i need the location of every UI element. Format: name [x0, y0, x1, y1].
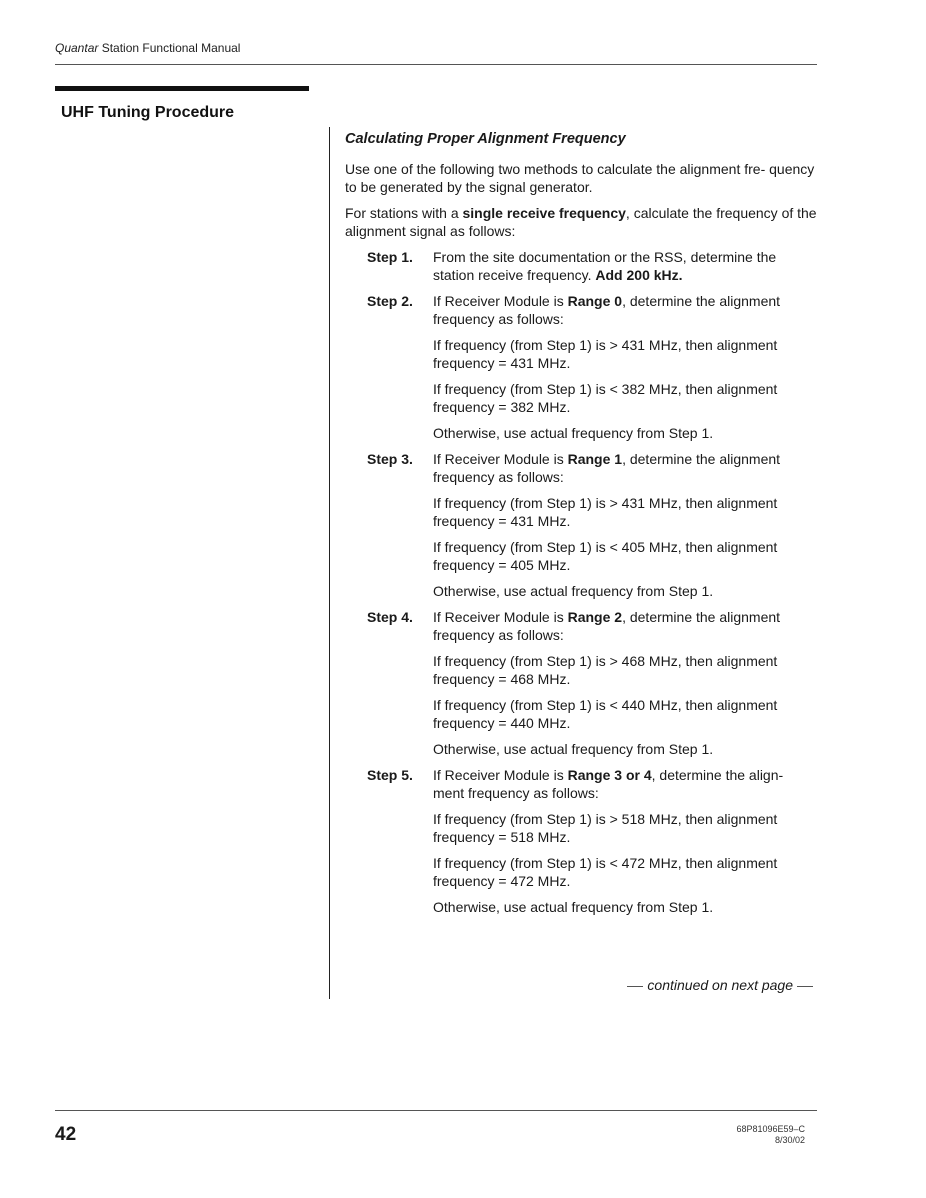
step-1: [345, 248, 817, 284]
continued-text: continued on next page: [647, 977, 793, 993]
step-label: Step 4.: [367, 609, 413, 625]
step-text: If Receiver Module is Range 0, determine the alignment frequency as follows:: [433, 293, 781, 327]
step-5: [345, 766, 817, 802]
step-4-otherwise: Otherwise, use actual frequency from Step 1.: [433, 741, 714, 757]
step-5-otherwise: Otherwise, use actual frequency from Step 1.: [433, 899, 714, 915]
step-2-otherwise: Otherwise, use actual frequency from Step 1.: [433, 425, 714, 441]
step-4-condition-upper: If frequency (from Step 1) is > 468 MHz, then alignment frequency = 468 MHz.: [433, 653, 778, 687]
section-bar: [55, 86, 309, 91]
subheading: Calculating Proper Alignment Frequency: [345, 131, 626, 147]
doc-number: 68P81096E59–C: [736, 1124, 805, 1134]
step-text: From the site documentation or the RSS, determine the station receive frequency. Add 200 kHz.: [433, 249, 777, 283]
step-label: Step 1.: [367, 249, 413, 265]
brand-name: Quantar: [55, 41, 99, 55]
step-text: If Receiver Module is Range 3 or 4, determine the align- ment frequency as follows:: [433, 767, 784, 801]
step-text: If Receiver Module is Range 2, determine the alignment frequency as follows:: [433, 609, 781, 643]
content-divider: [329, 127, 330, 999]
step-label: Step 5.: [367, 767, 413, 783]
doc-date: 8/30/02: [774, 1135, 805, 1145]
step-3: [345, 450, 817, 486]
intro-paragraph: Use one of the following two methods to calculate the alignment fre- quency to be generated by the signal generator.: [345, 161, 815, 195]
single-bold: single receive frequency: [462, 205, 626, 221]
single-post: , calculate the frequency of the alignment signal as follows:: [345, 205, 817, 239]
document-id: [700, 1124, 805, 1146]
step-3-condition-lower: If frequency (from Step 1) is < 405 MHz, then alignment frequency = 405 MHz.: [433, 539, 778, 573]
footer-divider: [55, 1110, 817, 1111]
step-5-condition-lower: If frequency (from Step 1) is < 472 MHz, then alignment frequency = 472 MHz.: [433, 855, 778, 889]
step-5-condition-upper: If frequency (from Step 1) is > 518 MHz, then alignment frequency = 518 MHz.: [433, 811, 778, 845]
step-2: [345, 292, 817, 328]
step-label: Step 3.: [367, 451, 413, 467]
dash-left: [627, 986, 643, 987]
step-text: If Receiver Module is Range 1, determine the alignment frequency as follows:: [433, 451, 781, 485]
step-4: [345, 608, 817, 644]
step-3-condition-upper: If frequency (from Step 1) is > 431 MHz, then alignment frequency = 431 MHz.: [433, 495, 778, 529]
page-number: 42: [55, 1124, 77, 1145]
step-4-condition-lower: If frequency (from Step 1) is < 440 MHz, then alignment frequency = 440 MHz.: [433, 697, 778, 731]
continued-notice: [560, 977, 817, 993]
dash-right: [797, 986, 813, 987]
section-title: UHF Tuning Procedure: [61, 104, 235, 121]
procedure-content: [345, 130, 817, 924]
running-header: [55, 41, 240, 55]
step-label: Step 2.: [367, 293, 413, 309]
step-2-condition-upper: If frequency (from Step 1) is > 431 MHz, then alignment frequency = 431 MHz.: [433, 337, 778, 371]
header-divider: [55, 64, 817, 65]
step-2-condition-lower: If frequency (from Step 1) is < 382 MHz, then alignment frequency = 382 MHz.: [433, 381, 778, 415]
manual-title: Station Functional Manual: [101, 41, 241, 55]
single-pre: For stations with a: [345, 205, 463, 221]
single-frequency-paragraph: [345, 204, 817, 240]
step-3-otherwise: Otherwise, use actual frequency from Step 1.: [433, 583, 714, 599]
